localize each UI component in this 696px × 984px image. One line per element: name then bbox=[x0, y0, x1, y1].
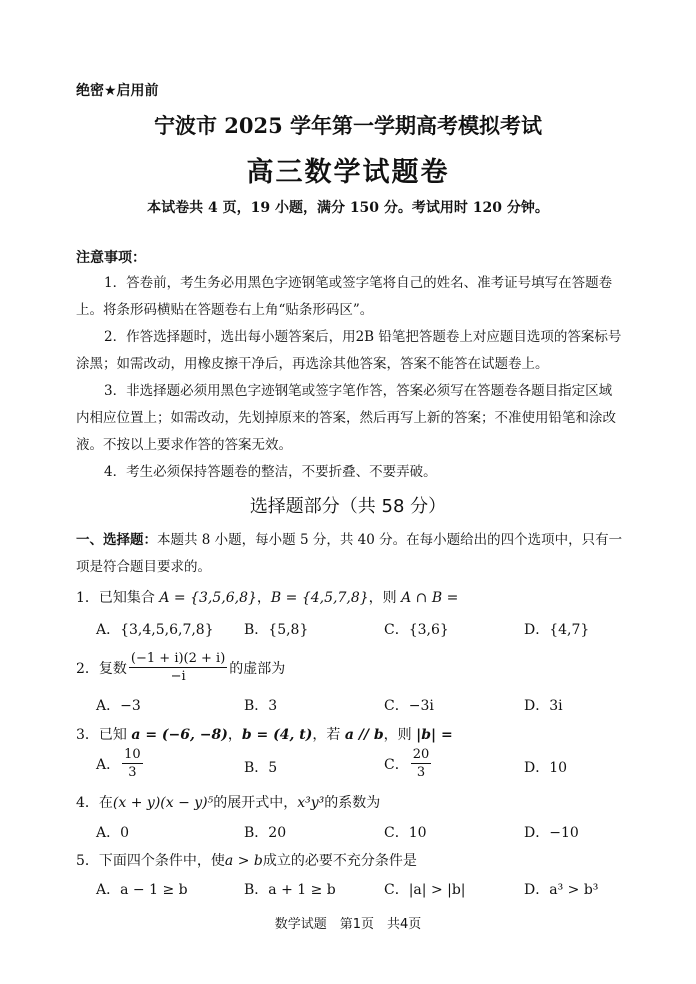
option-c: C．10 bbox=[384, 825, 427, 841]
question-stem: 的展开式中， bbox=[213, 795, 298, 811]
exam-title: 宁波市 2025 学年第一学期高考模拟考试 bbox=[153, 113, 543, 138]
exam-info: 本试卷共 4 页，19 小题，满分 150 分。考试用时 120 分钟。 bbox=[147, 200, 549, 216]
option-c: C．−3i bbox=[384, 698, 434, 714]
question-stem: 下面四个条件中，使 bbox=[98, 853, 225, 869]
question-stem: ，则 bbox=[368, 590, 397, 606]
question-stem: 的虚部为 bbox=[229, 660, 286, 677]
option-c: C．|a| > |b| bbox=[384, 882, 466, 898]
question-1 bbox=[76, 587, 458, 607]
option-b: B．5 bbox=[244, 760, 278, 776]
section-title: 选择题部分（共 58 分） bbox=[249, 496, 447, 517]
question-stem: 成立的必要不充分条件是 bbox=[262, 853, 417, 869]
question-number: 3． bbox=[76, 727, 99, 743]
notice-item: 4．考生必须保持答题卷的整洁，不要折叠、不要弄破。 bbox=[104, 464, 437, 480]
question-stem: ，则 bbox=[383, 727, 412, 743]
option-label: A． bbox=[96, 756, 121, 773]
paper-title: 高三数学试题卷 bbox=[246, 157, 450, 188]
option-b: B．a + 1 ≥ b bbox=[244, 882, 336, 898]
fraction bbox=[129, 650, 227, 685]
notice-item: 1．答卷前，考生务必用黑色字迹钢笔或签字笔将自己的姓名、准考证号填写在答题卷上。将条形码横贴在答题卷右上角“贴条形码区”。 bbox=[76, 275, 613, 318]
question-stem: 已知 bbox=[98, 727, 127, 743]
option-a: A．a − 1 ≥ b bbox=[96, 882, 188, 898]
page-footer: 数学试题 第1页 共4页 bbox=[274, 917, 422, 932]
option-d: D．10 bbox=[524, 760, 568, 776]
fraction-numerator: (−1 + i)(2 + i) bbox=[130, 651, 226, 666]
option-a: A．{3,4,5,6,7,8} bbox=[96, 622, 214, 638]
confidential-label: 绝密★启用前 bbox=[76, 83, 159, 99]
option-b: B．{5,8} bbox=[244, 622, 309, 638]
part-label: 一、选择题： bbox=[76, 532, 157, 548]
option-label: C． bbox=[384, 756, 409, 773]
vector-a: a = (−6, −8) bbox=[131, 727, 228, 743]
condition: a > b bbox=[224, 853, 263, 869]
question-stem: 已知集合 bbox=[98, 590, 155, 606]
option-b: B．20 bbox=[244, 825, 287, 841]
question-number: 5． bbox=[76, 853, 99, 869]
question-number: 2． bbox=[76, 660, 99, 677]
part-description bbox=[76, 527, 624, 581]
vector-b: b = (4, t) bbox=[241, 727, 313, 743]
question-number: 4． bbox=[76, 795, 99, 811]
option-c: C．{3,6} bbox=[384, 622, 449, 638]
option-d: D．3i bbox=[524, 698, 563, 714]
notice-item: 2．作答选择题时，选出每小题答案后，用2B 铅笔把答题卷上对应题目选项的答案标号涂黑；如需改动，用橡皮擦干净后，再选涂其他答案，答案不能答在试题卷上。 bbox=[76, 329, 622, 372]
notice-item: 3．非选择题必须用黑色字迹钢笔或签字笔作答，答案必须写在答题卷各题目指定区域内相应位置上；如需改动，先划掉原来的答案，然后再写上新的答案；不准使用铅笔和涂改液。不按以上要求作答的答案无效。 bbox=[76, 383, 616, 453]
math-term: x³y³ bbox=[297, 795, 325, 811]
option-d: D．−10 bbox=[524, 825, 579, 841]
fraction-denominator: 3 bbox=[416, 765, 426, 780]
question-stem: 复数 bbox=[98, 660, 127, 677]
option-d: D．{4,7} bbox=[524, 622, 590, 638]
part-desc-text: 本题共 8 小题，每小题 5 分，共 40 分。在每小题给出的四个选项中，只有一项是符合题目要求的。 bbox=[76, 532, 623, 575]
math-expression: (x + y)(x − y)⁵ bbox=[112, 795, 214, 811]
set-a: A = {3,5,6,8} bbox=[159, 590, 257, 606]
fraction bbox=[122, 746, 143, 781]
separator: ， bbox=[227, 727, 242, 743]
math-expression: A ∩ B = bbox=[401, 590, 459, 606]
fraction-denominator: 3 bbox=[128, 765, 137, 780]
option-a: A．−3 bbox=[96, 698, 141, 714]
question-3 bbox=[76, 724, 453, 744]
question-stem: ，若 bbox=[312, 727, 341, 743]
fraction-denominator: −i bbox=[170, 669, 186, 684]
question-2 bbox=[76, 650, 285, 685]
set-b: B = {4,5,7,8} bbox=[270, 590, 369, 606]
question-5 bbox=[76, 850, 417, 870]
question-number: 1． bbox=[76, 590, 99, 606]
parallel-condition: a // b bbox=[344, 727, 384, 743]
question-stem: 的系数为 bbox=[324, 795, 381, 811]
notice-heading: 注意事项： bbox=[76, 250, 146, 266]
fraction-numerator: 10 bbox=[124, 747, 141, 762]
math-expression: |b| = bbox=[416, 727, 453, 743]
option-c bbox=[384, 746, 433, 781]
option-d: D．a³ > b³ bbox=[524, 882, 599, 898]
option-b: B．3 bbox=[244, 698, 278, 714]
question-stem: 在 bbox=[98, 795, 113, 811]
fraction-numerator: 20 bbox=[412, 747, 430, 762]
separator: ， bbox=[256, 590, 271, 606]
fraction bbox=[411, 746, 432, 781]
option-a bbox=[96, 746, 145, 781]
option-a: A．0 bbox=[96, 825, 130, 841]
question-4 bbox=[76, 792, 380, 812]
